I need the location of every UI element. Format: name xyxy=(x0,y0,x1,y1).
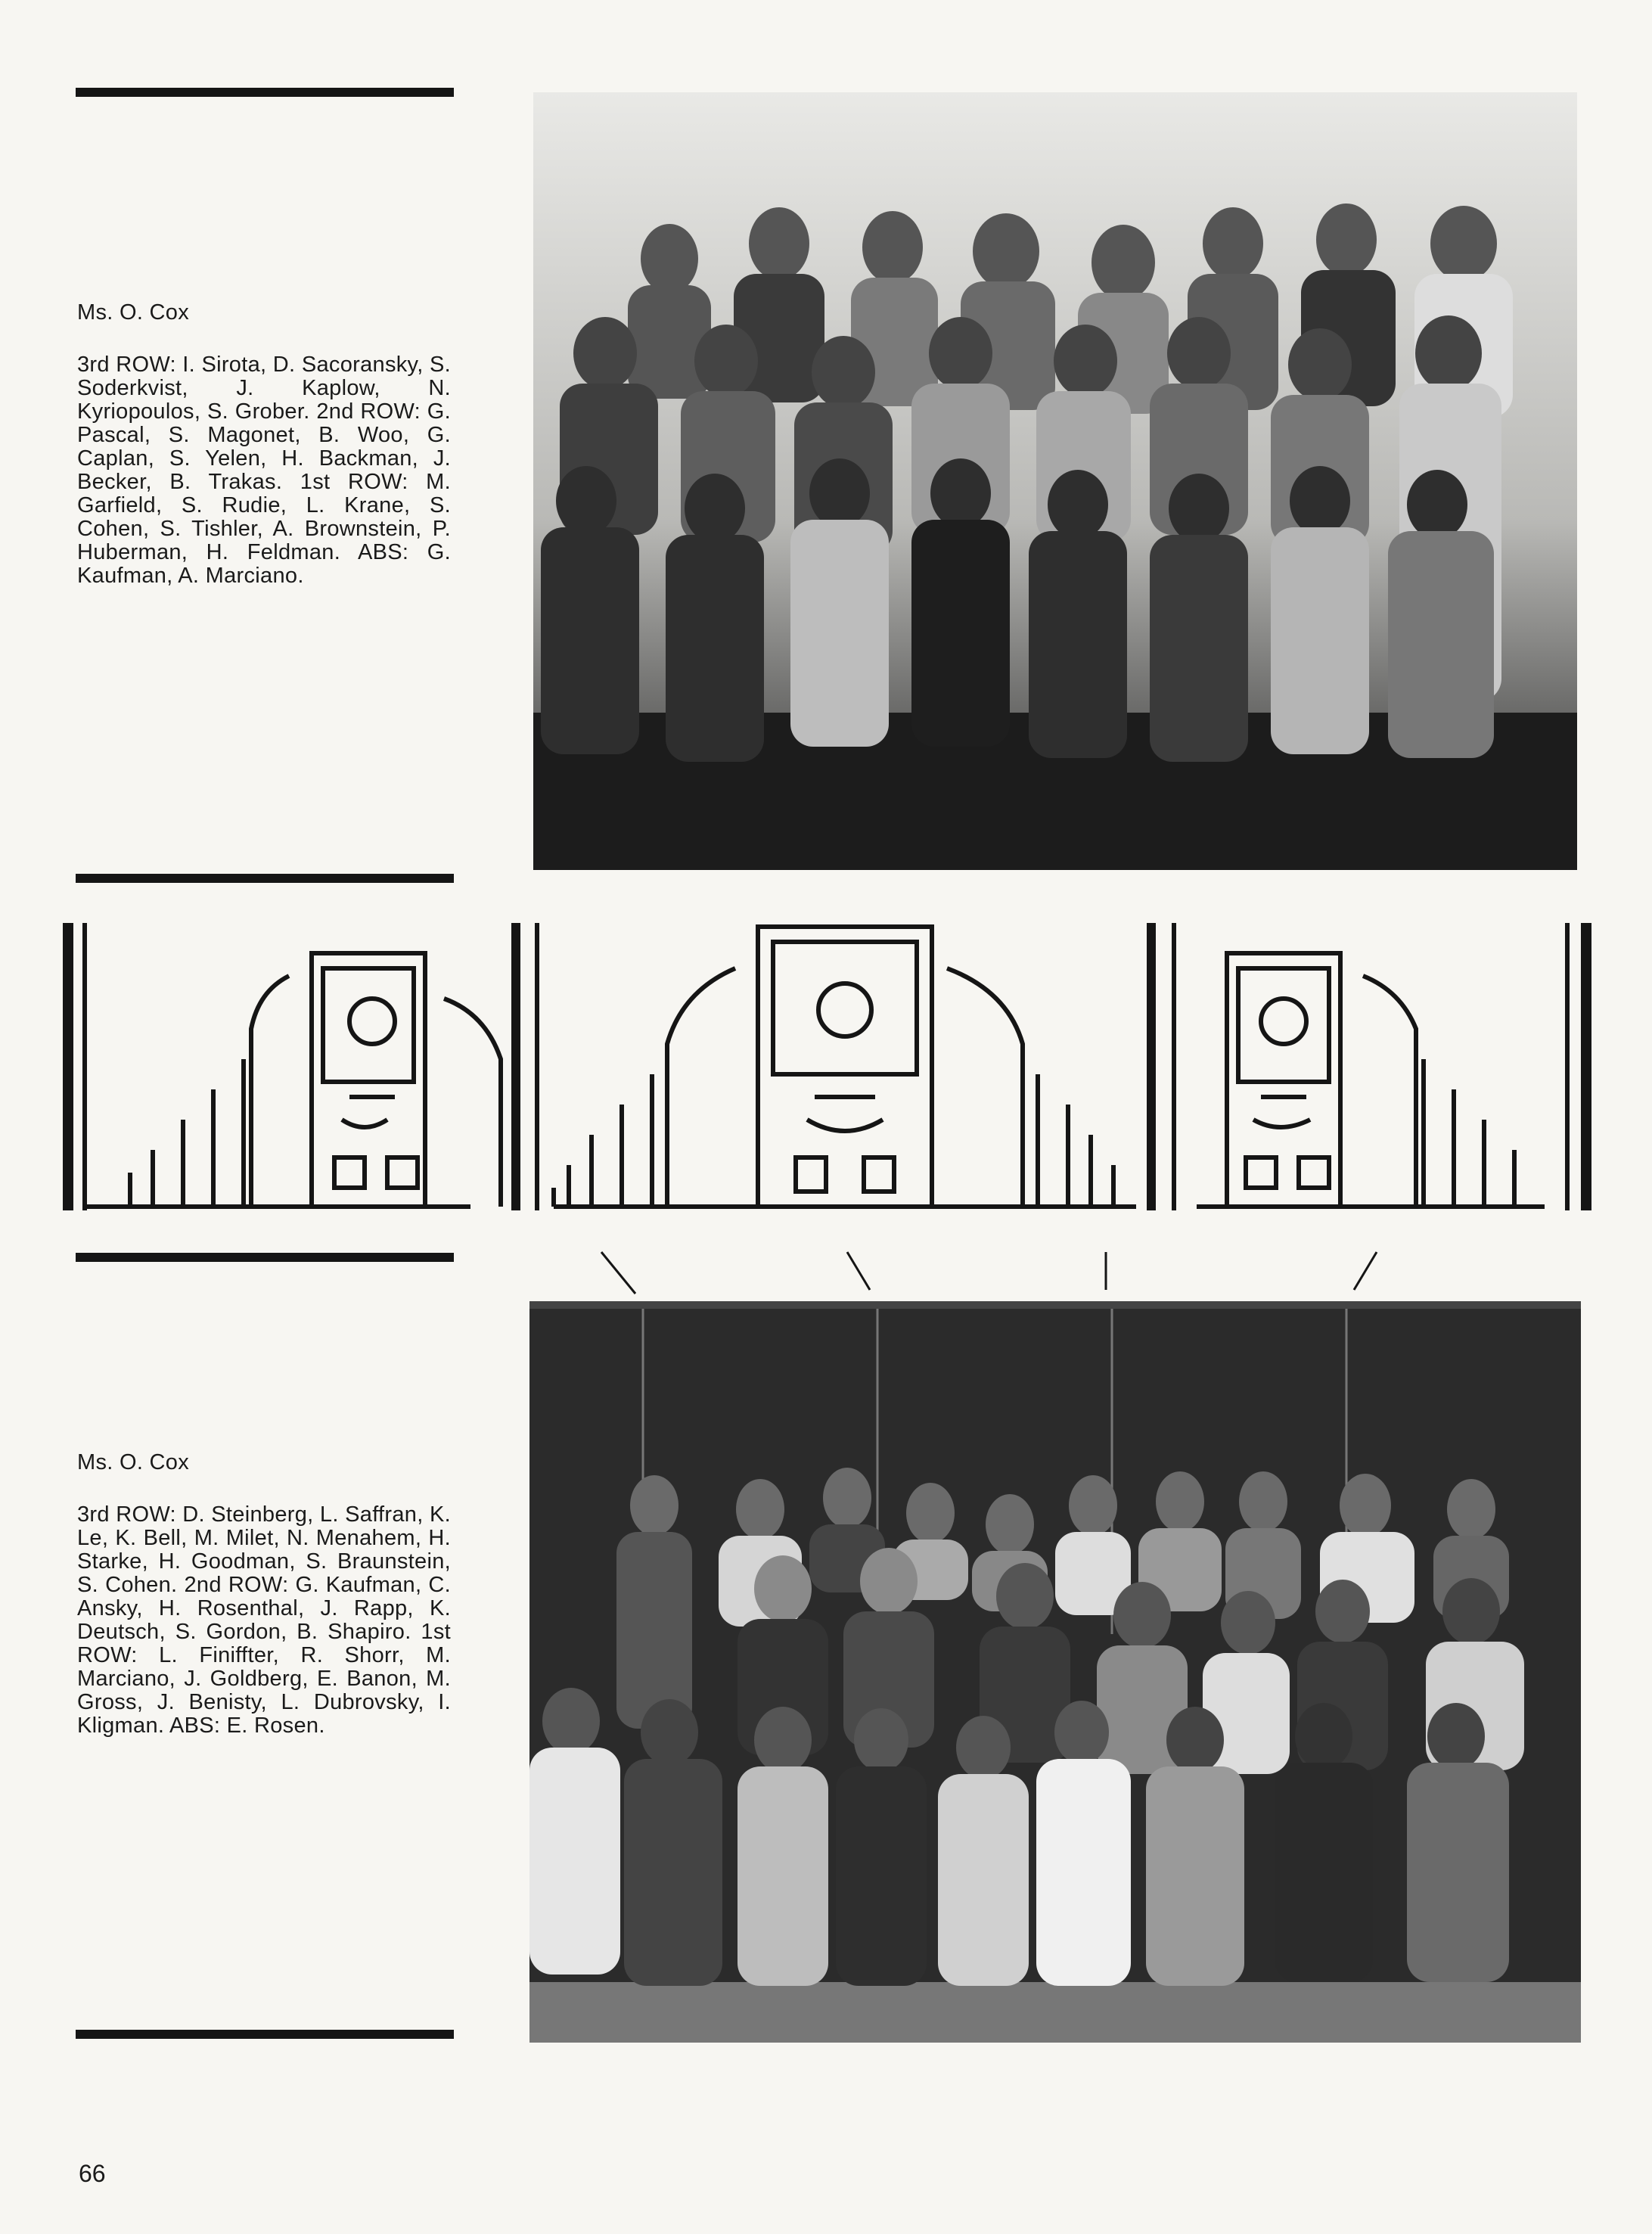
student-names-2: 3rd ROW: D. Steinberg, L. Saffran, K. Le, K. Bell, M. Milet, N. Menahem, H. Starke, H. Goodman, S. Braunstein, S. Cohen. 2nd ROW: G. Kaufman, C. Ansky, H. Rosenthal, J. Rapp, K. Deutsch, S. Gordon, B. Shapiro. 1st ROW: L. Finiffter, R. Shorr, M. Marciano, J. Goldberg, E. Banon, M. Gross, J. Benisty, L. Dubrovsky, I. Kligman. ABS: E. Rosen. xyxy=(77,1502,451,1738)
art-nouveau-border xyxy=(62,908,1598,1226)
top-rule-1 xyxy=(76,88,454,97)
top-rule-2 xyxy=(76,1253,454,1262)
caption-class-1 xyxy=(77,301,451,588)
ornament-panel-3 xyxy=(1197,953,1545,1207)
class-photo-2 xyxy=(529,1301,1581,2043)
student-names-1: 3rd ROW: I. Sirota, D. Sacoransky, S. Soderkvist, J. Kaplow, N. Kyriopoulos, S. Grober. 2nd ROW: G. Pascal, S. Magonet, B. Woo, G. Caplan, S. Yelen, H. Backman, J. Becker, B. Trakas. 1st ROW: M. Garfield, S. Rudie, L. Krane, S. Cohen, S. Tishler, A. Brownstein, P. Huberman, H. Feldman. ABS: G. Kaufman, A. Marciano. xyxy=(77,353,451,588)
caption-class-2 xyxy=(77,1451,451,1738)
ornament-panel-2 xyxy=(554,927,1136,1207)
teacher-name-1: Ms. O. Cox xyxy=(77,300,190,325)
class-photo-1 xyxy=(533,92,1577,870)
middle-rule xyxy=(76,874,454,883)
page-number: 66 xyxy=(79,2160,106,2187)
ornament-panel-1 xyxy=(130,953,501,1207)
teacher-name-2: Ms. O. Cox xyxy=(77,1450,190,1474)
class-photo-2-image xyxy=(529,1301,1581,2043)
bottom-rule xyxy=(76,2030,454,2039)
class-photo-1-image xyxy=(533,92,1577,870)
